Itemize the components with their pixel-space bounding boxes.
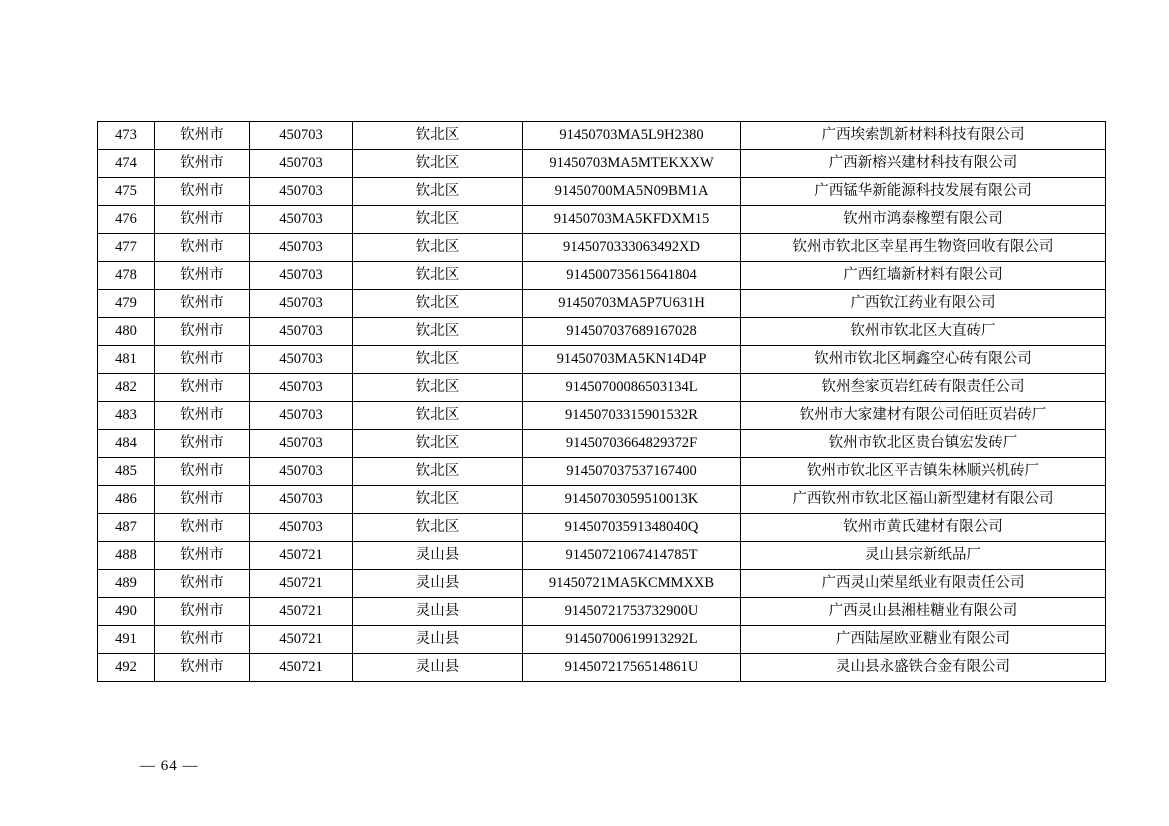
cell-division-code: 450703 <box>250 178 353 206</box>
cell-district: 灵山县 <box>353 598 523 626</box>
cell-enterprise-name: 广西锰华新能源科技发展有限公司 <box>741 178 1106 206</box>
cell-credit-code: 91450703MA5L9H2380 <box>523 122 741 150</box>
cell-enterprise-name: 钦州市钦北区垌鑫空心砖有限公司 <box>741 346 1106 374</box>
cell-division-code: 450703 <box>250 486 353 514</box>
cell-city: 钦州市 <box>155 122 250 150</box>
cell-district: 钦北区 <box>353 346 523 374</box>
cell-city: 钦州市 <box>155 262 250 290</box>
cell-sequence: 488 <box>98 542 155 570</box>
enterprise-table-container <box>97 121 1075 682</box>
table-row <box>98 654 1106 682</box>
cell-division-code: 450703 <box>250 150 353 178</box>
cell-credit-code: 91450700MA5N09BM1A <box>523 178 741 206</box>
cell-city: 钦州市 <box>155 346 250 374</box>
cell-district: 钦北区 <box>353 206 523 234</box>
table-row <box>98 290 1106 318</box>
cell-enterprise-name: 灵山县宗新纸品厂 <box>741 542 1106 570</box>
cell-credit-code: 91450721756514861U <box>523 654 741 682</box>
cell-sequence: 485 <box>98 458 155 486</box>
cell-district: 灵山县 <box>353 542 523 570</box>
cell-sequence: 483 <box>98 402 155 430</box>
cell-credit-code: 91450703059510013K <box>523 486 741 514</box>
cell-division-code: 450703 <box>250 234 353 262</box>
table-row <box>98 402 1106 430</box>
cell-enterprise-name: 广西钦州市钦北区福山新型建材有限公司 <box>741 486 1106 514</box>
cell-city: 钦州市 <box>155 318 250 346</box>
cell-city: 钦州市 <box>155 290 250 318</box>
cell-sequence: 490 <box>98 598 155 626</box>
cell-city: 钦州市 <box>155 430 250 458</box>
cell-enterprise-name: 钦州市大家建材有限公司佰旺页岩砖厂 <box>741 402 1106 430</box>
cell-district: 钦北区 <box>353 290 523 318</box>
cell-enterprise-name: 钦州市鸿泰橡塑有限公司 <box>741 206 1106 234</box>
cell-division-code: 450721 <box>250 626 353 654</box>
cell-city: 钦州市 <box>155 150 250 178</box>
cell-district: 灵山县 <box>353 626 523 654</box>
cell-city: 钦州市 <box>155 570 250 598</box>
cell-enterprise-name: 钦州市钦北区幸星再生物资回收有限公司 <box>741 234 1106 262</box>
cell-division-code: 450703 <box>250 346 353 374</box>
cell-sequence: 480 <box>98 318 155 346</box>
cell-enterprise-name: 钦州市钦北区大直砖厂 <box>741 318 1106 346</box>
cell-sequence: 484 <box>98 430 155 458</box>
cell-district: 钦北区 <box>353 458 523 486</box>
cell-enterprise-name: 钦州叁家页岩红砖有限责任公司 <box>741 374 1106 402</box>
cell-city: 钦州市 <box>155 486 250 514</box>
cell-enterprise-name: 钦州市钦北区平吉镇朱林顺兴机砖厂 <box>741 458 1106 486</box>
cell-sequence: 482 <box>98 374 155 402</box>
cell-enterprise-name: 广西灵山县湘桂糖业有限公司 <box>741 598 1106 626</box>
table-row <box>98 626 1106 654</box>
cell-district: 钦北区 <box>353 150 523 178</box>
cell-credit-code: 914507037689167028 <box>523 318 741 346</box>
cell-enterprise-name: 广西灵山荣星纸业有限责任公司 <box>741 570 1106 598</box>
cell-district: 钦北区 <box>353 122 523 150</box>
cell-district: 钦北区 <box>353 178 523 206</box>
cell-sequence: 474 <box>98 150 155 178</box>
cell-city: 钦州市 <box>155 598 250 626</box>
cell-credit-code: 91450700086503134L <box>523 374 741 402</box>
cell-credit-code: 91450721753732900U <box>523 598 741 626</box>
cell-enterprise-name: 广西新榕兴建材科技有限公司 <box>741 150 1106 178</box>
table-row <box>98 262 1106 290</box>
cell-division-code: 450703 <box>250 430 353 458</box>
table-row <box>98 346 1106 374</box>
cell-district: 灵山县 <box>353 654 523 682</box>
table-row <box>98 486 1106 514</box>
cell-sequence: 486 <box>98 486 155 514</box>
cell-division-code: 450703 <box>250 318 353 346</box>
cell-sequence: 476 <box>98 206 155 234</box>
cell-district: 钦北区 <box>353 402 523 430</box>
cell-credit-code: 91450703MA5KN14D4P <box>523 346 741 374</box>
cell-division-code: 450703 <box>250 290 353 318</box>
cell-enterprise-name: 广西陆屋欧亚糖业有限公司 <box>741 626 1106 654</box>
cell-division-code: 450721 <box>250 570 353 598</box>
cell-sequence: 491 <box>98 626 155 654</box>
cell-enterprise-name: 灵山县永盛铁合金有限公司 <box>741 654 1106 682</box>
table-row <box>98 122 1106 150</box>
cell-sequence: 477 <box>98 234 155 262</box>
cell-division-code: 450703 <box>250 514 353 542</box>
cell-credit-code: 91450703315901532R <box>523 402 741 430</box>
cell-district: 钦北区 <box>353 430 523 458</box>
cell-enterprise-name: 钦州市钦北区贵台镇宏发砖厂 <box>741 430 1106 458</box>
cell-district: 灵山县 <box>353 570 523 598</box>
cell-enterprise-name: 钦州市黄氏建材有限公司 <box>741 514 1106 542</box>
cell-district: 钦北区 <box>353 234 523 262</box>
cell-sequence: 479 <box>98 290 155 318</box>
cell-city: 钦州市 <box>155 542 250 570</box>
cell-credit-code: 9145070333063492XD <box>523 234 741 262</box>
table-body <box>98 122 1106 682</box>
table-row <box>98 374 1106 402</box>
cell-division-code: 450721 <box>250 542 353 570</box>
table-row <box>98 206 1106 234</box>
cell-credit-code: 91450703664829372F <box>523 430 741 458</box>
table-row <box>98 458 1106 486</box>
cell-sequence: 475 <box>98 178 155 206</box>
cell-division-code: 450703 <box>250 206 353 234</box>
cell-district: 钦北区 <box>353 374 523 402</box>
cell-enterprise-name: 广西红墙新材料有限公司 <box>741 262 1106 290</box>
table-row <box>98 598 1106 626</box>
cell-district: 钦北区 <box>353 262 523 290</box>
cell-credit-code: 91450703MA5P7U631H <box>523 290 741 318</box>
cell-sequence: 478 <box>98 262 155 290</box>
cell-credit-code: 914507037537167400 <box>523 458 741 486</box>
cell-credit-code: 91450721067414785T <box>523 542 741 570</box>
cell-credit-code: 914500735615641804 <box>523 262 741 290</box>
table-row <box>98 430 1106 458</box>
cell-enterprise-name: 广西钦江药业有限公司 <box>741 290 1106 318</box>
cell-division-code: 450721 <box>250 654 353 682</box>
cell-division-code: 450703 <box>250 262 353 290</box>
cell-city: 钦州市 <box>155 374 250 402</box>
cell-sequence: 487 <box>98 514 155 542</box>
cell-district: 钦北区 <box>353 318 523 346</box>
cell-enterprise-name: 广西埃索凯新材料科技有限公司 <box>741 122 1106 150</box>
cell-city: 钦州市 <box>155 626 250 654</box>
cell-division-code: 450721 <box>250 598 353 626</box>
cell-sequence: 492 <box>98 654 155 682</box>
table-row <box>98 318 1106 346</box>
table-row <box>98 178 1106 206</box>
cell-credit-code: 91450703MA5MTEKXXW <box>523 150 741 178</box>
table-row <box>98 150 1106 178</box>
cell-credit-code: 91450700619913292L <box>523 626 741 654</box>
cell-district: 钦北区 <box>353 514 523 542</box>
table-row <box>98 542 1106 570</box>
cell-credit-code: 91450703591348040Q <box>523 514 741 542</box>
table-row <box>98 570 1106 598</box>
cell-city: 钦州市 <box>155 654 250 682</box>
cell-credit-code: 91450721MA5KCMMXXB <box>523 570 741 598</box>
cell-district: 钦北区 <box>353 486 523 514</box>
cell-city: 钦州市 <box>155 514 250 542</box>
cell-sequence: 473 <box>98 122 155 150</box>
cell-division-code: 450703 <box>250 122 353 150</box>
cell-division-code: 450703 <box>250 402 353 430</box>
cell-city: 钦州市 <box>155 234 250 262</box>
cell-city: 钦州市 <box>155 178 250 206</box>
cell-sequence: 481 <box>98 346 155 374</box>
cell-city: 钦州市 <box>155 402 250 430</box>
cell-credit-code: 91450703MA5KFDXM15 <box>523 206 741 234</box>
cell-city: 钦州市 <box>155 458 250 486</box>
enterprise-table <box>97 121 1106 682</box>
cell-city: 钦州市 <box>155 206 250 234</box>
page-number: — 64 — <box>140 758 199 774</box>
table-row <box>98 514 1106 542</box>
cell-sequence: 489 <box>98 570 155 598</box>
cell-division-code: 450703 <box>250 458 353 486</box>
cell-division-code: 450703 <box>250 374 353 402</box>
table-row <box>98 234 1106 262</box>
